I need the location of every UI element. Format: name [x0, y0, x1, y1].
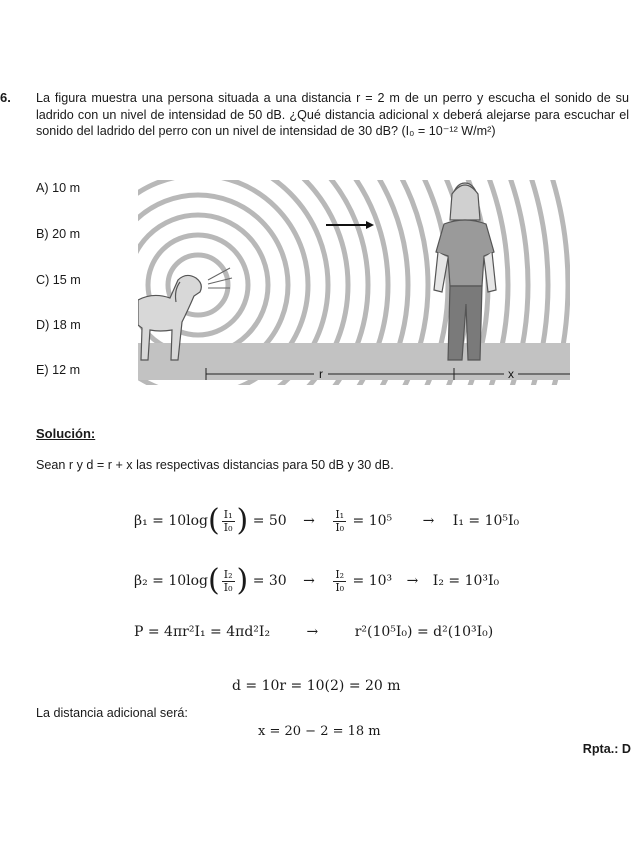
eq2-result: I₂ = 10³I₀	[432, 573, 500, 589]
eq1-ratio-value: = 10⁵	[352, 513, 393, 529]
r-label: r	[319, 367, 323, 381]
eq1-fraction: $\frac{\text{I₁}}{\text{I₀}}$	[223, 507, 233, 534]
option-b: B) 20 m	[36, 227, 81, 241]
option-e: E) 12 m	[36, 363, 81, 377]
equation-2: β₂ = 10log( $\frac{\text{I₂}}{\text{I₀}}$ ) = 30 → $\frac{\text{I₂}}{\text{I₀}}$ = 10³ → I₂ = 10³I₀	[134, 563, 500, 598]
option-c: C) 15 m	[36, 273, 81, 287]
solution-title: Solución:	[36, 426, 96, 441]
equation-3	[134, 624, 493, 640]
option-a: A) 10 m	[36, 181, 81, 195]
sound-figure	[138, 180, 570, 385]
eq1-arrow: →	[303, 513, 315, 529]
eq3-lhs: P = 4πr²I₁ = 4πd²I₂	[134, 624, 271, 640]
x-label: x	[508, 367, 514, 381]
equation-1: β₁ = 10log( $\frac{\text{I₁}}{\text{I₀}}$ ) = 50 → $\frac{\text{I₁}}{\text{I₀}}$ = 10⁵ → I₁ = 10⁵I₀	[134, 503, 520, 538]
solution-intro: Sean r y d = r + x las respectivas distancias para 50 dB y 30 dB.	[36, 458, 394, 472]
option-d: D) 18 m	[36, 318, 81, 332]
eq2-rhs: = 30	[252, 573, 287, 589]
eq1-result: I₁ = 10⁵I₀	[452, 513, 520, 529]
equation-5: x = 20 − 2 = 18 m	[258, 724, 381, 739]
eq2-ratio-value: = 10³	[352, 573, 393, 589]
eq1-rhs: = 50	[252, 513, 287, 529]
eq3-arrow: →	[306, 624, 319, 640]
eq1-lhs: β₁ = 10log	[134, 513, 209, 529]
distance-label: La distancia adicional será:	[36, 706, 188, 720]
eq2-lhs: β₂ = 10log	[134, 573, 209, 589]
eq2-arrow: →	[303, 573, 315, 589]
eq2-ratio: $\frac{\text{I₂}}{\text{I₀}}$	[335, 567, 345, 594]
eq1-ratio: $\frac{\text{I₁}}{\text{I₀}}$	[335, 507, 345, 534]
answer-text: Rpta.: D	[582, 742, 631, 756]
question-text: La figura muestra una persona situada a una distancia r = 2 m de un perro y escucha el sonido de su ladrido con un nivel de intensidad de 50 dB. ¿Qué distancia adicional x deberá alejarse para escuchar el sonido del ladrido del perro con un nivel de intensidad de 30 dB? (I₀ = 10⁻¹² W/m²)	[36, 91, 629, 138]
question-number: 6.	[0, 90, 11, 105]
eq2-fraction: $\frac{\text{I₂}}{\text{I₀}}$	[223, 567, 233, 594]
eq3-rhs: r²(10⁵I₀) = d²(10³I₀)	[354, 624, 494, 640]
equation-4: d = 10r = 10(2) = 20 m	[232, 678, 401, 694]
